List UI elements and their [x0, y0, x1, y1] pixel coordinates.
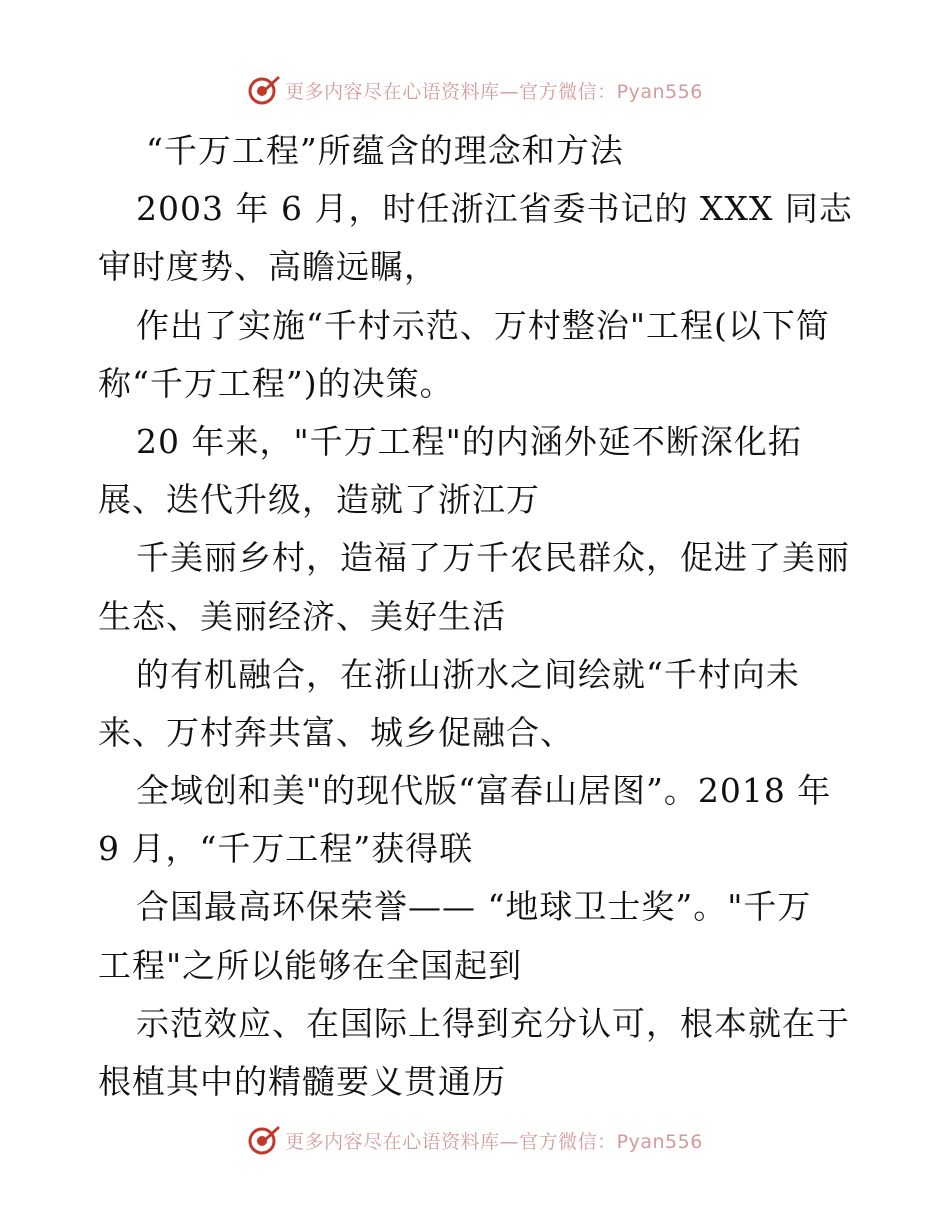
- paragraph-line: 9 月，“千万工程”获得联: [98, 829, 474, 869]
- header-watermark-text: 更多内容尽在心语资料库—官方微信：Pyan556: [285, 80, 703, 103]
- footer-watermark: [0, 1120, 950, 1160]
- paragraph-line: 20 年来，"千万工程"的内涵外延不断深化拓: [136, 421, 802, 461]
- document-body: [98, 122, 858, 1111]
- pen-logo-icon: [247, 1123, 281, 1157]
- paragraph-line: 生态、美丽经济、美好生活: [98, 596, 506, 636]
- footer-watermark-text: 更多内容尽在心语资料库—官方微信：Pyan556: [285, 1130, 703, 1153]
- paragraph-line: 展、迭代升级，造就了浙江万: [98, 480, 540, 520]
- paragraph-line: 的有机融合，在浙山浙水之间绘就“千村向未: [136, 654, 800, 694]
- paragraph-line: 来、万村奔共富、城乡促融合、: [98, 712, 574, 752]
- paragraph-line: 2003 年 6 月，时任浙江省委书记的 XXX 同志: [136, 189, 853, 229]
- paragraph-line: 审时度势、高瞻远瞩，: [98, 247, 438, 287]
- paragraph-line: 根植其中的精髓要义贯通历: [98, 1062, 506, 1101]
- paragraph-line: 千美丽乡村，造福了万千农民群众，促进了美丽: [136, 538, 850, 578]
- paragraph-line: 称“千万工程”)的决策。: [98, 363, 454, 403]
- paragraph-line: 全域创和美"的现代版“富春山居图”。2018 年: [136, 771, 832, 811]
- document-title: “千万工程”所蕴含的理念和方法: [146, 131, 624, 170]
- paragraph-line: 作出了实施“千村示范、万村整治"工程(以下简: [136, 305, 830, 345]
- paragraph-line: 合国最高环保荣誉—— “地球卫士奖”。"千万: [136, 887, 812, 927]
- paragraph-line: 示范效应、在国际上得到充分认可，根本就在于: [136, 1003, 850, 1043]
- paragraph-line: 工程"之所以能够在全国起到: [98, 945, 523, 985]
- header-watermark: [0, 70, 950, 110]
- pen-logo-icon: [247, 73, 281, 107]
